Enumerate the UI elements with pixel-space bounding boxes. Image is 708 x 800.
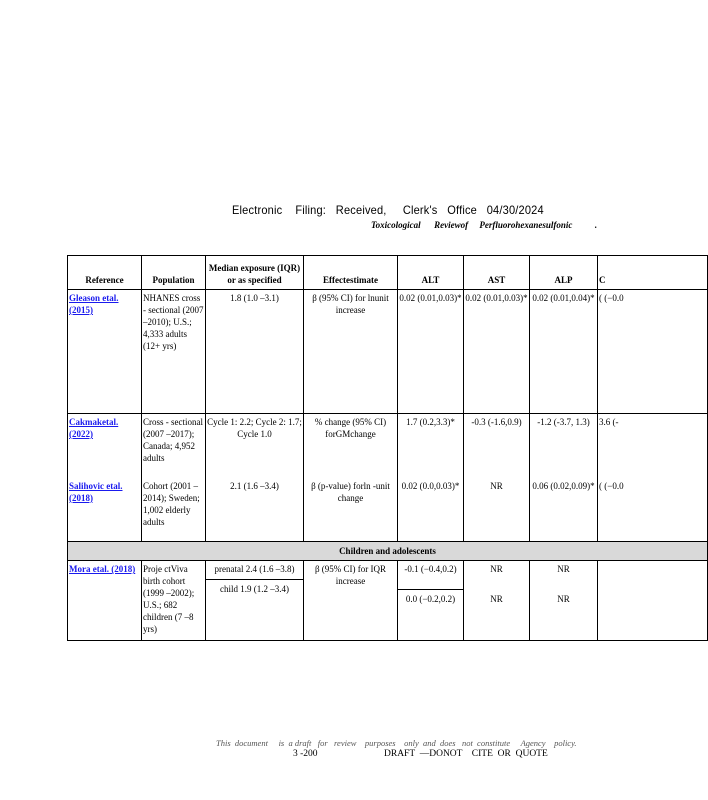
c-cell: 3.6 (-	[598, 414, 708, 478]
table-row	[68, 478, 708, 542]
table-row	[68, 414, 708, 478]
ast-child: NR	[490, 594, 503, 604]
reference-cell	[68, 414, 142, 478]
population-cell: NHANES cross - sectional (2007 –2010); U.S.; 4,333 adults (12+ yrs)	[142, 290, 206, 414]
c-cell: ( (−0.0	[598, 290, 708, 414]
population-cell: Cross - sectional (2007 –2017); Canada; 4,952 adults	[142, 414, 206, 478]
alt-cell	[398, 561, 464, 641]
reference-link-cakmak[interactable]: Cakmaketal. (2022)	[69, 417, 119, 439]
col-header-reference: Reference	[68, 256, 142, 290]
median-cell: 2.1 (1.6 –3.4)	[206, 478, 304, 542]
median-cell: Cycle 1: 2.2; Cycle 2: 1.7; Cycle 1.0	[206, 414, 304, 478]
footer-disclaimer: This document is a draft for review purposes only and does not constitute Agency policy.	[216, 738, 577, 748]
median-cell	[206, 561, 304, 641]
col-header-alp: ALP	[530, 256, 598, 290]
liver-enzyme-table	[67, 255, 708, 641]
median-prenatal: prenatal 2.4 (1.6 –3.8)	[214, 564, 295, 574]
alp-cell: 0.02 (0.01,0.04)*	[530, 290, 598, 414]
alt-cell: 0.02 (0.01,0.03)*	[398, 290, 464, 414]
page-number: 3 -200	[293, 749, 318, 759]
ast-prenatal: NR	[490, 564, 503, 574]
population-cell: Cohort (2001 –2014); Sweden; 1,002 elderly adults	[142, 478, 206, 542]
alp-cell	[530, 561, 598, 641]
table-header-row	[68, 256, 708, 290]
col-header-c: C	[598, 256, 708, 290]
data-table-container	[67, 255, 627, 634]
reference-cell	[68, 290, 142, 414]
population-cell: Proje ctViva birth cohort (1999 –2002); U.S.; 682 children (7 –8 yrs)	[142, 561, 206, 641]
running-title: Toxicological Reviewof Perfluorohexanesulfonic .	[371, 220, 598, 230]
reference-link-mora[interactable]: Mora etal. (2018)	[69, 564, 136, 574]
table-row	[68, 290, 708, 414]
c-cell	[598, 561, 708, 641]
reference-link-salihovic[interactable]: Salihovic etal. (2018)	[69, 480, 123, 503]
filing-stamp: Electronic Filing: Received, Clerk's Office 04/30/2024	[232, 203, 544, 217]
alt-cell: 0.02 (0.0,0.03)*	[398, 478, 464, 542]
col-header-effect: Effectestimate	[304, 256, 398, 290]
col-header-median: Median exposure (IQR) or as specified	[206, 256, 304, 290]
alp-child: NR	[557, 594, 570, 604]
median-cell: 1.8 (1.0 –3.1)	[206, 290, 304, 414]
ast-cell: 0.02 (0.01,0.03)*	[464, 290, 530, 414]
table-row	[68, 561, 708, 641]
median-child: child 1.9 (1.2 –3.4)	[206, 579, 303, 595]
alt-child: 0.0 (−0.2,0.2)	[398, 589, 463, 605]
section-row	[68, 542, 708, 561]
alp-prenatal: NR	[557, 564, 570, 574]
ast-cell: -0.3 (-1.6,0.9)	[464, 414, 530, 478]
alt-prenatal: -0.1 (−0.4,0.2)	[404, 564, 457, 574]
section-label: Children and adolescents	[68, 542, 708, 561]
c-cell: ( (−0.0	[598, 478, 708, 542]
draft-notice: DRAFT —DONOT CITE OR QUOTE	[384, 749, 548, 759]
effect-cell: % change (95% CI) forGMchange	[304, 414, 398, 478]
effect-cell: β (95% CI) for IQR increase	[304, 561, 398, 641]
ast-cell: NR	[464, 478, 530, 542]
effect-cell: β (95% CI) for lnunit increase	[304, 290, 398, 414]
ast-cell	[464, 561, 530, 641]
reference-link-gleason[interactable]: Gleason etal. (2015)	[69, 293, 119, 315]
col-header-population: Population	[142, 256, 206, 290]
col-header-alt: ALT	[398, 256, 464, 290]
alp-cell: 0.06 (0.02,0.09)*	[530, 478, 598, 542]
alp-cell: -1.2 (-3.7, 1.3)	[530, 414, 598, 478]
reference-cell	[68, 478, 142, 542]
col-header-ast: AST	[464, 256, 530, 290]
effect-cell: β (p-value) forln -unit change	[304, 478, 398, 542]
reference-cell	[68, 561, 142, 641]
alt-cell: 1.7 (0.2,3.3)*	[398, 414, 464, 478]
